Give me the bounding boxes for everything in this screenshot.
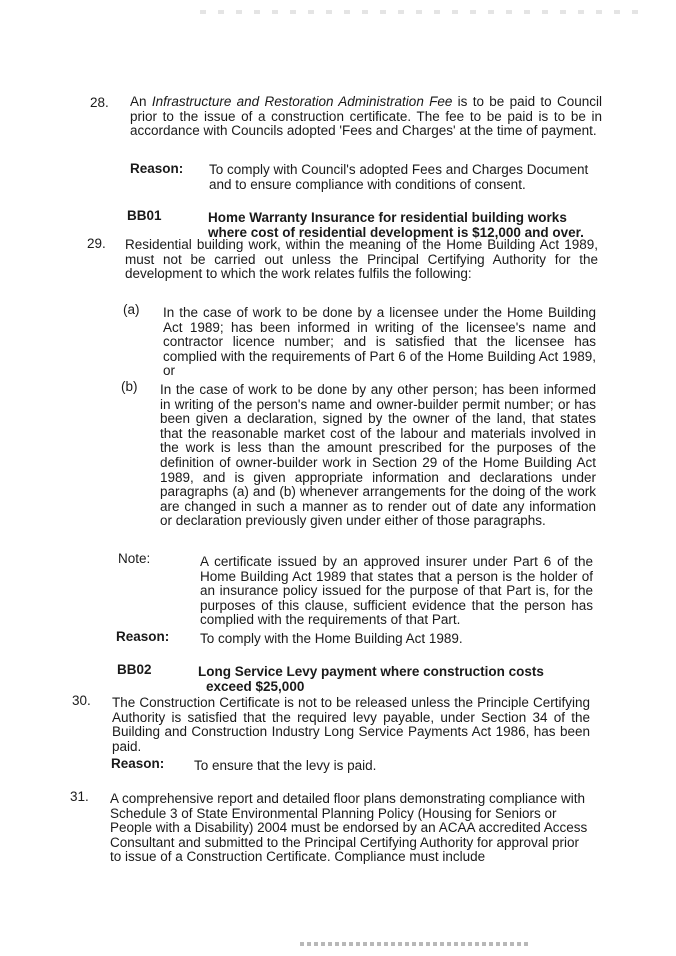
reason-label: Reason:	[111, 756, 165, 771]
condition-29-reason: To comply with the Home Building Act 1989.	[200, 631, 463, 646]
note-text: A certificate issued by an approved insurer under Part 6 of the Home Building Act 1989 that states that a person is the holder of an insurance policy issued for the purpose of that Part is, for the purposes of this clause, sufficient evidence that the person has complied with the requirements of that Part.	[200, 554, 593, 628]
note-label: Note:	[118, 551, 151, 566]
scan-header-noise	[200, 10, 640, 14]
condition-30-number: 30.	[72, 693, 91, 708]
paragraph-b-text: In the case of work to be done by any other person; has been informed in writing of the person's name and owner-builder permit number; or has been given a declaration, signed by the owner of the land, that states that the reasonable market cost of the labour and materials involved in the work is less than the amount prescribed for the purposes of the definition of owner-builder work in Section 29 of the Home Building Act 1989, and is given appropriate information and declarations under paragraphs (a) and (b) whenever arrangements for the doing of the work are changed in such a manner as to render out of date any information or declaration previously given under either of those paragraphs.	[160, 382, 596, 529]
reason-label: Reason:	[116, 629, 170, 644]
reason-label: Reason:	[130, 161, 184, 176]
condition-28-reason: To comply with Council's adopted Fees and Charges Document and to ensure compliance with conditions of consent.	[209, 162, 589, 192]
paragraph-b-label: (b)	[121, 379, 138, 394]
fee-name: Infrastructure and Restoration Administration Fee	[151, 94, 453, 109]
section-code-bb02: BB02	[117, 662, 152, 677]
section-code-bb01: BB01	[127, 208, 162, 223]
paragraph-a-text: In the case of work to be done by a licensee under the Home Building Act 1989; has been informed in writing of the licensee's name and contractor licence number; and is satisfied that the licensee has complied with the requirements of Part 6 of the Home Building Act 1989, or	[163, 305, 596, 379]
condition-30-text: The Construction Certificate is not to be released unless the Principle Certifying Authority is satisfied that the required levy payable, under Section 34 of the Building and Construction Industry Long Service Payments Act 1986, has been paid.	[112, 695, 590, 754]
condition-31-text: A comprehensive report and detailed floor plans demonstrating compliance with Schedule 3 of State Environmental Planning Policy (Housing for Seniors or People with a Disability) 2004 must be endorsed by an ACAA accredited Access Consultant and submitted to the Principal Certifying Authority for approval prior to issue of a Construction Certificate. Compliance must include	[110, 791, 588, 865]
condition-29-number: 29.	[87, 236, 106, 251]
condition-30-reason: To ensure that the levy is paid.	[194, 758, 377, 773]
section-title-bb01: Home Warranty Insurance for residential building works where cost of residential development is $12,000 and over.	[208, 210, 584, 240]
condition-29-text: Residential building work, within the meaning of the Home Building Act 1989, must not be carried out unless the Principal Certifying Authority for the development to which the work relates fulfils the following:	[125, 237, 598, 282]
condition-31-number: 31.	[70, 789, 89, 804]
section-title-bb02: Long Service Levy payment where construction costs exceed $25,000	[198, 664, 544, 694]
paragraph-a-label: (a)	[123, 302, 140, 317]
condition-28-text: An Infrastructure and Restoration Administration Fee is to be paid to Council prior to the issue of a construction certificate. The fee to be paid is to be in accordance with Councils adopted 'Fees and Charges' at the time of payment.	[130, 94, 602, 139]
condition-28-number: 28.	[90, 95, 109, 110]
scan-footer-noise	[300, 942, 530, 946]
